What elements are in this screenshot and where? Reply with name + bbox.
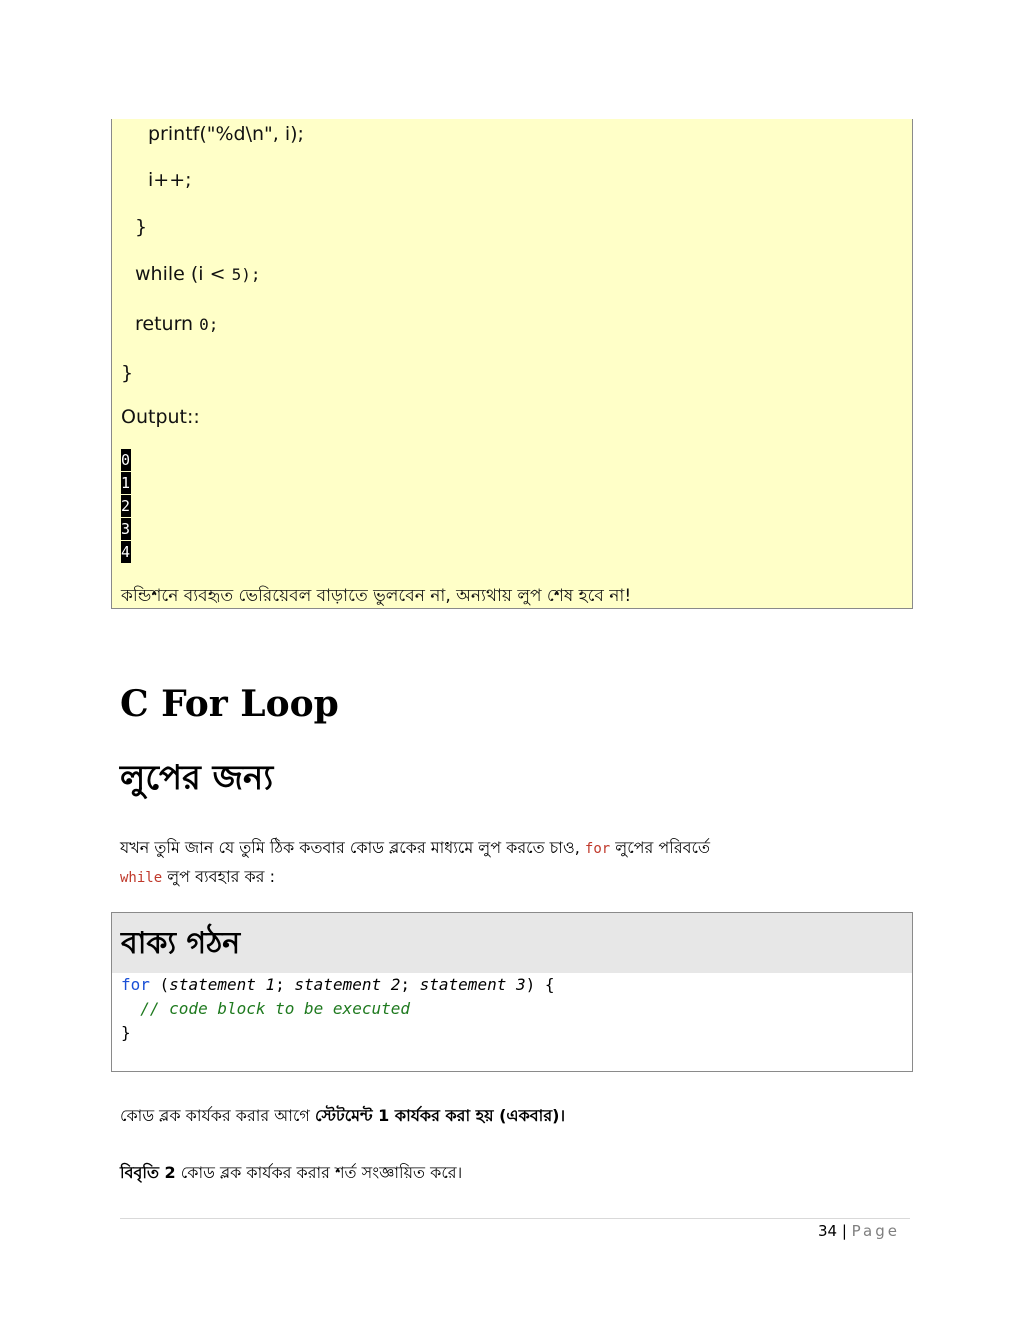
keyword-while: while [120,870,163,886]
page-word: Page [851,1222,900,1240]
intro-paragraph [120,834,910,892]
return-keyword: return [135,313,200,335]
statement-1-bold: স্টেটমেন্ট 1 কার্যকর করা হয় (একবার)। [314,1106,566,1125]
syntax-statement-3: statement 3 [419,975,526,994]
output-value: 2 [121,497,131,515]
output-value: 3 [121,520,131,538]
code-line-while [135,263,260,285]
code-line-return [135,313,218,335]
code-line-close-main: } [121,362,134,384]
intro-text-1: যখন তুমি জান যে তুমি ঠিক কতবার কোড ব্লকের মাধ্যমে লুপ করতে চাও, [120,838,585,857]
page-number: 34 [817,1222,838,1240]
statement-2-bold: বিবৃতি 2 [120,1163,176,1182]
syntax-sep-2: ; [400,975,420,994]
code-line-printf: printf("%d\n", i); [148,123,304,145]
keyword-for: for [584,841,611,857]
footer-separator: | [837,1222,852,1240]
syntax-comment: // code block to be executed [121,999,410,1018]
code-line-increment: i++; [148,169,192,191]
output-label: Output:: [121,406,200,428]
syntax-open-paren: ( [149,975,170,994]
syntax-header [112,913,912,973]
output-value: 4 [121,543,131,561]
statement-1-explanation [120,1103,565,1130]
syntax-heading: বাক্য গঠন [121,926,241,961]
warning-note: কন্ডিশনে ব্যবহৃত ভেরিয়েবল বাড়াতে ভুলবেন না, অন্যথায় লুপ শেষ হবে না! [121,586,632,606]
section-title-en: C For Loop [120,683,339,725]
statement-2-explanation [120,1160,462,1187]
page-footer [818,1222,900,1240]
while-limit: 5); [231,265,261,284]
intro-text-2: লুপের পরিবর্তে [610,838,710,857]
syntax-statement-2: statement 2 [294,975,401,994]
syntax-end-brace: } [121,1023,131,1042]
syntax-box [111,912,913,1072]
syntax-close: ) { [525,975,555,994]
code-example-box [111,119,913,609]
syntax-code [121,973,555,1045]
while-condition: while (i < [135,263,232,285]
footer-divider [120,1218,910,1219]
statement-1-prefix: কোড ব্লক কার্যকর করার আগে [120,1106,315,1125]
output-value: 0 [121,451,131,469]
syntax-keyword-for: for [121,975,150,994]
output-value: 1 [121,474,131,492]
intro-text-3: লুপ ব্যবহার কর : [162,867,275,886]
return-value: 0; [199,315,219,334]
statement-2-rest: কোড ব্লক কার্যকর করার শর্ত সংজ্ঞায়িত করে। [175,1163,463,1182]
output-values [121,449,131,564]
code-line-close-do: } [135,216,148,238]
syntax-statement-1: statement 1 [169,975,276,994]
section-title-bn: লুপের জন্য [120,758,274,798]
syntax-sep-1: ; [275,975,295,994]
